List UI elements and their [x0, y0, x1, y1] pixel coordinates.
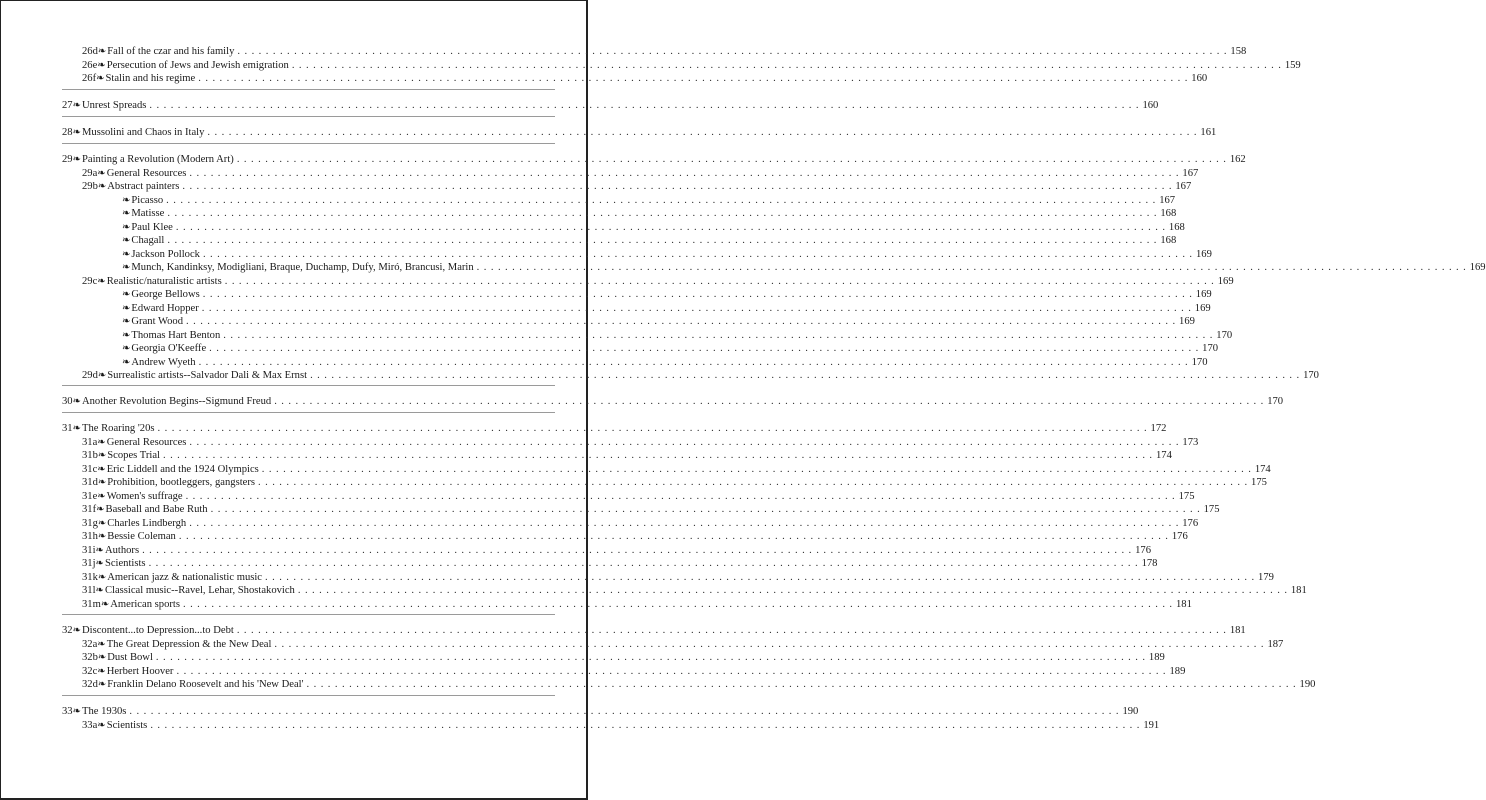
dot-leader: . . . . . . . . . . . . . . . . . . . . . . . . . . . . . . . . . . . . . . . . . . . . . . . . . . . . . . . . . . . . . . . . . . . . . . . . . . . . . . . . . . . . . . . . . . . . . . . . . . . . . . . . . . . . . . . . . . . . . . . . . . . . . . . . . . . . . . . . . . . . [261, 463, 1252, 475]
entry-title: Grant Wood [131, 316, 184, 327]
entry-title: Unrest Spreads [81, 100, 147, 111]
fleuron-icon: ❧ [122, 302, 131, 314]
entry-code: 26d [82, 46, 98, 57]
toc-section [62, 98, 1159, 118]
toc-section [62, 394, 1284, 414]
toc-section [62, 704, 1160, 737]
entry-page-number: 189 [1169, 665, 1186, 677]
dot-leader: . . . . . . . . . . . . . . . . . . . . . . . . . . . . . . . . . . . . . . . . . . . . . . . . . . . . . . . . . . . . . . . . . . . . . . . . . . . . . . . . . . . . . . . . . . . . . . . . . . . . . . . . . . . . . . . . . . . . . . . . . . . . . . . . . . . . . . . . . . . . [210, 504, 1201, 515]
entry-title: Eric Liddell and the 1924 Olympics [106, 463, 259, 475]
fleuron-icon: ❧ [95, 585, 104, 596]
entry-title: Bessie Coleman [107, 531, 176, 542]
dot-leader: . . . . . . . . . . . . . . . . . . . . . . . . . . . . . . . . . . . . . . . . . . . . . . . . . . . . . . . . . . . . . . . . . . . . . . . . . . . . . . . . . . . . . . . . . . . . . . . . . . . . . . . . . . . . . . . . . . . . . . . . . . . . . . . . . . . . . . . . . . . . [149, 100, 1140, 111]
entry-code: 29 [62, 154, 73, 165]
entry-code: 31m [82, 598, 101, 610]
entry-code: 32a [82, 638, 98, 650]
dot-leader: . . . . . . . . . . . . . . . . . . . . . . . . . . . . . . . . . . . . . . . . . . . . . . . . . . . . . . . . . . . . . . . . . . . . . . . . . . . . . . . . . . . . . . . . . . . . . . . . . . . . . . . . . . . . . . . . . . . . . . . . . . . . . . . . . . . . . . . . . . . . [201, 302, 1192, 314]
entry-page-number: 169 [1217, 275, 1234, 287]
entry-page-number: 168 [1160, 208, 1177, 219]
dot-leader: . . . . . . . . . . . . . . . . . . . . . . . . . . . . . . . . . . . . . . . . . . . . . . . . . . . . . . . . . . . . . . . . . . . . . . . . . . . . . . . . . . . . . . . . . . . . . . . . . . . . . . . . . . . . . . . . . . . . . . . . . . . . . . . . . . . . . . . . . . . . [236, 154, 1227, 165]
entry-title: The Great Depression & the New Deal [106, 638, 272, 650]
dot-leader: . . . . . . . . . . . . . . . . . . . . . . . . . . . . . . . . . . . . . . . . . . . . . . . . . . . . . . . . . . . . . . . . . . . . . . . . . . . . . . . . . . . . . . . . . . . . . . . . . . . . . . . . . . . . . . . . . . . . . . . . . . . . . . . . . . . . . . . . . . . . [274, 638, 1265, 650]
entry-page-number: 191 [1143, 719, 1160, 731]
entry-code: 32d [82, 679, 98, 690]
dot-leader: . . . . . . . . . . . . . . . . . . . . . . . . . . . . . . . . . . . . . . . . . . . . . . . . . . . . . . . . . . . . . . . . . . . . . . . . . . . . . . . . . . . . . . . . . . . . . . . . . . . . . . . . . . . . . . . . . . . . . . . . . . . . . . . . . . . . . . . . . . . . [182, 598, 1173, 610]
entry-page-number: 189 [1148, 652, 1165, 663]
entry-title: Chagall [131, 235, 165, 246]
dot-leader: . . . . . . . . . . . . . . . . . . . . . . . . . . . . . . . . . . . . . . . . . . . . . . . . . . . . . . . . . . . . . . . . . . . . . . . . . . . . . . . . . . . . . . . . . . . . . . . . . . . . . . . . . . . . . . . . . . . . . . . . . . . . . . . . . . . . . . . . . . . . [209, 343, 1200, 354]
dot-leader: . . . . . . . . . . . . . . . . . . . . . . . . . . . . . . . . . . . . . . . . . . . . . . . . . . . . . . . . . . . . . . . . . . . . . . . . . . . . . . . . . . . . . . . . . . . . . . . . . . . . . . . . . . . . . . . . . . . . . . . . . . . . . . . . . . . . . . . . . . . . [476, 262, 1467, 273]
entry-title: Scopes Trial [107, 450, 160, 461]
fleuron-icon: ❧ [72, 127, 81, 138]
dot-leader: . . . . . . . . . . . . . . . . . . . . . . . . . . . . . . . . . . . . . . . . . . . . . . . . . . . . . . . . . . . . . . . . . . . . . . . . . . . . . . . . . . . . . . . . . . . . . . . . . . . . . . . . . . . . . . . . . . . . . . . . . . . . . . . . . . . . . . . . . . . . [186, 316, 1177, 327]
fleuron-icon: ❧ [72, 625, 81, 636]
fleuron-icon: ❧ [97, 463, 106, 475]
entry-title: Discontent...to Depression...to Debt [81, 625, 234, 636]
fleuron-icon: ❧ [122, 221, 131, 233]
dot-leader: . . . . . . . . . . . . . . . . . . . . . . . . . . . . . . . . . . . . . . . . . . . . . . . . . . . . . . . . . . . . . . . . . . . . . . . . . . . . . . . . . . . . . . . . . . . . . . . . . . . . . . . . . . . . . . . . . . . . . . . . . . . . . . . . . . . . . . . . . . . . [162, 450, 1153, 461]
fleuron-icon: ❧ [122, 235, 131, 246]
entry-code: 31l [82, 585, 96, 596]
fleuron-icon: ❧ [97, 719, 106, 731]
entry-code: 26e [82, 59, 98, 71]
fleuron-icon: ❧ [97, 181, 107, 192]
entry-code: 31f [82, 504, 97, 515]
entry-title: Realistic/naturalistic artists [106, 275, 222, 287]
entry-code: 32c [82, 665, 98, 677]
entry-code: 26f [82, 73, 97, 84]
entry-page-number: 175 [1251, 477, 1267, 488]
entry-code: 31k [82, 571, 98, 583]
dot-leader: . . . . . . . . . . . . . . . . . . . . . . . . . . . . . . . . . . . . . . . . . . . . . . . . . . . . . . . . . . . . . . . . . . . . . . . . . . . . . . . . . . . . . . . . . . . . . . . . . . . . . . . . . . . . . . . . . . . . . . . . . . . . . . . . . . . . . . . . . . . . [166, 194, 1157, 206]
fleuron-icon: ❧ [97, 370, 107, 381]
entry-page-number: 167 [1159, 194, 1176, 206]
entry-code: 29a [82, 167, 98, 179]
entry-page-number: 181 [1229, 625, 1246, 636]
section-divider [62, 614, 555, 615]
fleuron-icon: ❧ [97, 477, 107, 488]
entry-page-number: 170 [1216, 329, 1233, 341]
dot-leader: . . . . . . . . . . . . . . . . . . . . . . . . . . . . . . . . . . . . . . . . . . . . . . . . . . . . . . . . . . . . . . . . . . . . . . . . . . . . . . . . . . . . . . . . . . . . . . . . . . . . . . . . . . . . . . . . . . . . . . . . . . . . . . . . . . . . . . . . . . . . [155, 652, 1146, 663]
section-divider [62, 412, 555, 413]
dot-leader: . . . . . . . . . . . . . . . . . . . . . . . . . . . . . . . . . . . . . . . . . . . . . . . . . . . . . . . . . . . . . . . . . . . . . . . . . . . . . . . . . . . . . . . . . . . . . . . . . . . . . . . . . . . . . . . . . . . . . . . . . . . . . . . . . . . . . . . . . . . . [167, 235, 1158, 246]
entry-title: Women's suffrage [106, 490, 183, 502]
entry-page-number: 170 [1267, 396, 1284, 407]
entry-title: General Resources [106, 167, 187, 179]
entry-title: Picasso [131, 194, 164, 206]
entry-code: 32 [62, 625, 73, 636]
fleuron-icon: ❧ [97, 531, 107, 542]
toc-section [62, 44, 1301, 91]
entry-title: Classical music--Ravel, Lehar, Shostakovich [104, 585, 295, 596]
entry-title: Scientists [106, 719, 148, 731]
dot-leader: . . . . . . . . . . . . . . . . . . . . . . . . . . . . . . . . . . . . . . . . . . . . . . . . . . . . . . . . . . . . . . . . . . . . . . . . . . . . . . . . . . . . . . . . . . . . . . . . . . . . . . . . . . . . . . . . . . . . . . . . . . . . . . . . . . . . . . . . . . . . [310, 370, 1301, 381]
fleuron-icon: ❧ [97, 167, 106, 179]
entry-title: Herbert Hoover [106, 665, 174, 677]
entry-title: Matisse [131, 208, 165, 219]
dot-leader: . . . . . . . . . . . . . . . . . . . . . . . . . . . . . . . . . . . . . . . . . . . . . . . . . . . . . . . . . . . . . . . . . . . . . . . . . . . . . . . . . . . . . . . . . . . . . . . . . . . . . . . . . . . . . . . . . . . . . . . . . . . . . . . . . . . . . . . . . . . . [223, 329, 1214, 341]
entry-title: Persecution of Jews and Jewish emigration [106, 59, 289, 71]
entry-page-number: 175 [1178, 490, 1195, 502]
entry-page-number: 181 [1175, 598, 1192, 610]
fleuron-icon: ❧ [97, 571, 107, 583]
dot-leader: . . . . . . . . . . . . . . . . . . . . . . . . . . . . . . . . . . . . . . . . . . . . . . . . . . . . . . . . . . . . . . . . . . . . . . . . . . . . . . . . . . . . . . . . . . . . . . . . . . . . . . . . . . . . . . . . . . . . . . . . . . . . . . . . . . . . . . . . . . . . [202, 289, 1193, 300]
entry-title: George Bellows [131, 289, 200, 300]
entry-title: Paul Klee [131, 221, 173, 233]
entry-page-number: 178 [1141, 558, 1158, 569]
fleuron-icon: ❧ [97, 652, 107, 663]
entry-code: 31j [82, 558, 96, 569]
entry-code: 31i [82, 544, 96, 556]
entry-page-number: 170 [1191, 356, 1208, 368]
toc-entry[interactable] [62, 718, 1160, 733]
section-divider [62, 695, 555, 696]
entry-code: 29b [82, 181, 98, 192]
fleuron-icon: ❧ [122, 343, 131, 354]
entry-title: Painting a Revolution (Modern Art) [81, 154, 234, 165]
entry-title: Charles Lindbergh [107, 517, 187, 529]
entry-title: The 1930s [81, 706, 127, 717]
fleuron-icon: ❧ [97, 679, 107, 690]
fleuron-icon: ❧ [122, 194, 131, 206]
fleuron-icon: ❧ [122, 289, 131, 300]
entry-page-number: 169 [1194, 302, 1211, 314]
entry-page-number: 181 [1290, 585, 1307, 596]
entry-title: Dust Bowl [107, 652, 153, 663]
entry-page-number: 179 [1258, 571, 1274, 583]
entry-page-number: 174 [1155, 450, 1172, 461]
entry-code: 31g [82, 517, 98, 529]
fleuron-icon: ❧ [97, 638, 106, 650]
dot-leader: . . . . . . . . . . . . . . . . . . . . . . . . . . . . . . . . . . . . . . . . . . . . . . . . . . . . . . . . . . . . . . . . . . . . . . . . . . . . . . . . . . . . . . . . . . . . . . . . . . . . . . . . . . . . . . . . . . . . . . . . . . . . . . . . . . . . . . . . . . . . [178, 531, 1169, 542]
entry-title: Authors [104, 544, 140, 556]
entry-page-number: 168 [1160, 235, 1177, 246]
fleuron-icon: ❧ [72, 396, 81, 407]
entry-title: Another Revolution Begins--Sigmund Freud [81, 396, 272, 407]
fleuron-icon: ❧ [97, 59, 106, 71]
entry-page-number: 190 [1122, 706, 1139, 717]
fleuron-icon: ❧ [95, 558, 104, 569]
fleuron-icon: ❧ [122, 262, 131, 273]
toc-entry[interactable] [62, 597, 1192, 612]
dot-leader: . . . . . . . . . . . . . . . . . . . . . . . . . . . . . . . . . . . . . . . . . . . . . . . . . . . . . . . . . . . . . . . . . . . . . . . . . . . . . . . . . . . . . . . . . . . . . . . . . . . . . . . . . . . . . . . . . . . . . . . . . . . . . . . . . . . . . . . . . . . . [182, 181, 1173, 192]
entry-title: Munch, Kandinksy, Modigliani, Braque, Duchamp, Dufy, Miró, Brancusi, Marin [131, 262, 474, 273]
entry-page-number: 158 [1230, 46, 1247, 57]
entry-code: 31h [82, 531, 98, 542]
fleuron-icon: ❧ [97, 450, 107, 461]
fleuron-icon: ❧ [122, 208, 131, 219]
entry-page-number: 162 [1229, 154, 1246, 165]
toc-entry[interactable] [62, 394, 1284, 409]
entry-title: Jackson Pollock [131, 248, 200, 260]
fleuron-icon: ❧ [72, 154, 81, 165]
entry-title: General Resources [106, 436, 187, 448]
entry-title: The Roaring '20s [81, 423, 155, 434]
entry-page-number: 167 [1182, 167, 1199, 179]
fleuron-icon: ❧ [122, 356, 131, 368]
dot-leader: . . . . . . . . . . . . . . . . . . . . . . . . . . . . . . . . . . . . . . . . . . . . . . . . . . . . . . . . . . . . . . . . . . . . . . . . . . . . . . . . . . . . . . . . . . . . . . . . . . . . . . . . . . . . . . . . . . . . . . . . . . . . . . . . . . . . . . . . . . . . [306, 679, 1297, 690]
entry-title: Prohibition, bootleggers, gangsters [107, 477, 255, 488]
entry-page-number: 175 [1203, 504, 1220, 515]
dot-leader: . . . . . . . . . . . . . . . . . . . . . . . . . . . . . . . . . . . . . . . . . . . . . . . . . . . . . . . . . . . . . . . . . . . . . . . . . . . . . . . . . . . . . . . . . . . . . . . . . . . . . . . . . . . . . . . . . . . . . . . . . . . . . . . . . . . . . . . . . . . . [265, 571, 1256, 583]
dot-leader: . . . . . . . . . . . . . . . . . . . . . . . . . . . . . . . . . . . . . . . . . . . . . . . . . . . . . . . . . . . . . . . . . . . . . . . . . . . . . . . . . . . . . . . . . . . . . . . . . . . . . . . . . . . . . . . . . . . . . . . . . . . . . . . . . . . . . . . . . . . . [189, 436, 1180, 448]
fleuron-icon: ❧ [122, 316, 131, 327]
dot-leader: . . . . . . . . . . . . . . . . . . . . . . . . . . . . . . . . . . . . . . . . . . . . . . . . . . . . . . . . . . . . . . . . . . . . . . . . . . . . . . . . . . . . . . . . . . . . . . . . . . . . . . . . . . . . . . . . . . . . . . . . . . . . . . . . . . . . . . . . . . . . [297, 585, 1288, 596]
entry-code: 27 [62, 100, 73, 111]
section-divider [62, 89, 555, 90]
entry-page-number: 169 [1195, 248, 1212, 260]
entry-code: 30 [62, 396, 73, 407]
section-divider [62, 143, 555, 144]
toc-section [62, 421, 1307, 616]
dot-leader: . . . . . . . . . . . . . . . . . . . . . . . . . . . . . . . . . . . . . . . . . . . . . . . . . . . . . . . . . . . . . . . . . . . . . . . . . . . . . . . . . . . . . . . . . . . . . . . . . . . . . . . . . . . . . . . . . . . . . . . . . . . . . . . . . . . . . . . . . . . . [176, 665, 1167, 677]
entry-code: 31c [82, 463, 98, 475]
entry-code: 32b [82, 652, 98, 663]
dot-leader: . . . . . . . . . . . . . . . . . . . . . . . . . . . . . . . . . . . . . . . . . . . . . . . . . . . . . . . . . . . . . . . . . . . . . . . . . . . . . . . . . . . . . . . . . . . . . . . . . . . . . . . . . . . . . . . . . . . . . . . . . . . . . . . . . . . . . . . . . . . . [175, 221, 1166, 233]
entry-code: 31d [82, 477, 98, 488]
fleuron-icon: ❧ [100, 598, 110, 610]
fleuron-icon: ❧ [96, 73, 105, 84]
dot-leader: . . . . . . . . . . . . . . . . . . . . . . . . . . . . . . . . . . . . . . . . . . . . . . . . . . . . . . . . . . . . . . . . . . . . . . . . . . . . . . . . . . . . . . . . . . . . . . . . . . . . . . . . . . . . . . . . . . . . . . . . . . . . . . . . . . . . . . . . . . . . [258, 477, 1249, 488]
entry-page-number: 169 [1179, 316, 1195, 327]
entry-page-number: 161 [1200, 127, 1217, 138]
fleuron-icon: ❧ [97, 46, 107, 57]
toc-section [62, 125, 1217, 145]
dot-leader: . . . . . . . . . . . . . . . . . . . . . . . . . . . . . . . . . . . . . . . . . . . . . . . . . . . . . . . . . . . . . . . . . . . . . . . . . . . . . . . . . . . . . . . . . . . . . . . . . . . . . . . . . . . . . . . . . . . . . . . . . . . . . . . . . . . . . . . . . . . . [157, 423, 1148, 434]
toc-entry[interactable] [62, 125, 1217, 140]
dot-leader: . . . . . . . . . . . . . . . . . . . . . . . . . . . . . . . . . . . . . . . . . . . . . . . . . . . . . . . . . . . . . . . . . . . . . . . . . . . . . . . . . . . . . . . . . . . . . . . . . . . . . . . . . . . . . . . . . . . . . . . . . . . . . . . . . . . . . . . . . . . . [237, 46, 1228, 57]
fleuron-icon: ❧ [96, 504, 105, 515]
fleuron-icon: ❧ [97, 275, 106, 287]
entry-page-number: 170 [1303, 370, 1319, 381]
entry-page-number: 176 [1135, 544, 1151, 556]
entry-code: 31b [82, 450, 98, 461]
entry-page-number: 168 [1168, 221, 1185, 233]
entry-page-number: 167 [1175, 181, 1192, 192]
entry-page-number: 173 [1182, 436, 1199, 448]
dot-leader: . . . . . . . . . . . . . . . . . . . . . . . . . . . . . . . . . . . . . . . . . . . . . . . . . . . . . . . . . . . . . . . . . . . . . . . . . . . . . . . . . . . . . . . . . . . . . . . . . . . . . . . . . . . . . . . . . . . . . . . . . . . . . . . . . . . . . . . . . . . . [189, 517, 1180, 529]
fleuron-icon: ❧ [122, 248, 131, 260]
fleuron-icon: ❧ [97, 665, 106, 677]
entry-title: Baseball and Babe Ruth [105, 504, 208, 515]
entry-title: American sports [110, 598, 180, 610]
entry-page-number: 176 [1182, 517, 1199, 529]
entry-title: Scientists [104, 558, 146, 569]
entry-title: Edward Hopper [131, 302, 199, 314]
dot-leader: . . . . . . . . . . . . . . . . . . . . . . . . . . . . . . . . . . . . . . . . . . . . . . . . . . . . . . . . . . . . . . . . . . . . . . . . . . . . . . . . . . . . . . . . . . . . . . . . . . . . . . . . . . . . . . . . . . . . . . . . . . . . . . . . . . . . . . . . . . . . [202, 248, 1193, 260]
dot-leader: . . . . . . . . . . . . . . . . . . . . . . . . . . . . . . . . . . . . . . . . . . . . . . . . . . . . . . . . . . . . . . . . . . . . . . . . . . . . . . . . . . . . . . . . . . . . . . . . . . . . . . . . . . . . . . . . . . . . . . . . . . . . . . . . . . . . . . . . . . . . [198, 73, 1189, 84]
entry-code: 29d [82, 370, 98, 381]
dot-leader: . . . . . . . . . . . . . . . . . . . . . . . . . . . . . . . . . . . . . . . . . . . . . . . . . . . . . . . . . . . . . . . . . . . . . . . . . . . . . . . . . . . . . . . . . . . . . . . . . . . . . . . . . . . . . . . . . . . . . . . . . . . . . . . . . . . . . . . . . . . . [198, 356, 1189, 368]
entry-code: 29c [82, 275, 98, 287]
toc-section [62, 152, 1486, 388]
entry-page-number: 174 [1254, 463, 1271, 475]
dot-leader: . . . . . . . . . . . . . . . . . . . . . . . . . . . . . . . . . . . . . . . . . . . . . . . . . . . . . . . . . . . . . . . . . . . . . . . . . . . . . . . . . . . . . . . . . . . . . . . . . . . . . . . . . . . . . . . . . . . . . . . . . . . . . . . . . . . . . . . . . . . . [291, 59, 1282, 71]
entry-page-number: 190 [1299, 679, 1316, 690]
entry-page-number: 160 [1142, 100, 1159, 111]
entry-code: 33a [82, 719, 98, 731]
dot-leader: . . . . . . . . . . . . . . . . . . . . . . . . . . . . . . . . . . . . . . . . . . . . . . . . . . . . . . . . . . . . . . . . . . . . . . . . . . . . . . . . . . . . . . . . . . . . . . . . . . . . . . . . . . . . . . . . . . . . . . . . . . . . . . . . . . . . . . . . . . . . [236, 625, 1227, 636]
entry-title: Surrealistic artists--Salvador Dali & Max Ernst [107, 370, 308, 381]
dot-leader: . . . . . . . . . . . . . . . . . . . . . . . . . . . . . . . . . . . . . . . . . . . . . . . . . . . . . . . . . . . . . . . . . . . . . . . . . . . . . . . . . . . . . . . . . . . . . . . . . . . . . . . . . . . . . . . . . . . . . . . . . . . . . . . . . . . . . . . . . . . . [142, 544, 1133, 556]
entry-title: Stalin and his regime [105, 73, 196, 84]
dot-leader: . . . . . . . . . . . . . . . . . . . . . . . . . . . . . . . . . . . . . . . . . . . . . . . . . . . . . . . . . . . . . . . . . . . . . . . . . . . . . . . . . . . . . . . . . . . . . . . . . . . . . . . . . . . . . . . . . . . . . . . . . . . . . . . . . . . . . . . . . . . . [129, 706, 1120, 717]
entry-code: 31e [82, 490, 98, 502]
fleuron-icon: ❧ [97, 490, 106, 502]
toc-entry[interactable] [62, 677, 1316, 692]
entry-title: Fall of the czar and his family [107, 46, 235, 57]
section-divider [62, 116, 555, 117]
entry-page-number: 170 [1202, 343, 1219, 354]
entry-code: 28 [62, 127, 73, 138]
dot-leader: . . . . . . . . . . . . . . . . . . . . . . . . . . . . . . . . . . . . . . . . . . . . . . . . . . . . . . . . . . . . . . . . . . . . . . . . . . . . . . . . . . . . . . . . . . . . . . . . . . . . . . . . . . . . . . . . . . . . . . . . . . . . . . . . . . . . . . . . . . . . [148, 558, 1139, 569]
toc-entry[interactable] [62, 98, 1159, 113]
section-divider [62, 385, 555, 386]
entry-title: Franklin Delano Roosevelt and his 'New Deal' [107, 679, 304, 690]
entry-page-number: 159 [1284, 59, 1301, 71]
toc-entry[interactable] [62, 71, 1208, 86]
entry-title: Georgia O'Keeffe [131, 343, 207, 354]
entry-title: Andrew Wyeth [131, 356, 196, 368]
entry-page-number: 160 [1191, 73, 1208, 84]
entry-page-number: 169 [1195, 289, 1212, 300]
entry-code: 33 [62, 706, 73, 717]
entry-title: American jazz & nationalistic music [107, 571, 263, 583]
dot-leader: . . . . . . . . . . . . . . . . . . . . . . . . . . . . . . . . . . . . . . . . . . . . . . . . . . . . . . . . . . . . . . . . . . . . . . . . . . . . . . . . . . . . . . . . . . . . . . . . . . . . . . . . . . . . . . . . . . . . . . . . . . . . . . . . . . . . . . . . . . . . [150, 719, 1141, 731]
entry-title: Abstract painters [107, 181, 180, 192]
entry-code: 31 [62, 423, 73, 434]
fleuron-icon: ❧ [72, 706, 81, 717]
dot-leader: . . . . . . . . . . . . . . . . . . . . . . . . . . . . . . . . . . . . . . . . . . . . . . . . . . . . . . . . . . . . . . . . . . . . . . . . . . . . . . . . . . . . . . . . . . . . . . . . . . . . . . . . . . . . . . . . . . . . . . . . . . . . . . . . . . . . . . . . . . . . [189, 167, 1180, 179]
dot-leader: . . . . . . . . . . . . . . . . . . . . . . . . . . . . . . . . . . . . . . . . . . . . . . . . . . . . . . . . . . . . . . . . . . . . . . . . . . . . . . . . . . . . . . . . . . . . . . . . . . . . . . . . . . . . . . . . . . . . . . . . . . . . . . . . . . . . . . . . . . . . [224, 275, 1215, 287]
dot-leader: . . . . . . . . . . . . . . . . . . . . . . . . . . . . . . . . . . . . . . . . . . . . . . . . . . . . . . . . . . . . . . . . . . . . . . . . . . . . . . . . . . . . . . . . . . . . . . . . . . . . . . . . . . . . . . . . . . . . . . . . . . . . . . . . . . . . . . . . . . . . [274, 396, 1265, 407]
fleuron-icon: ❧ [72, 100, 81, 111]
toc-section [62, 623, 1316, 697]
toc-entry[interactable] [62, 368, 1319, 383]
fleuron-icon: ❧ [97, 436, 106, 448]
fleuron-icon: ❧ [122, 329, 131, 341]
fleuron-icon: ❧ [97, 517, 107, 529]
entry-page-number: 172 [1150, 423, 1167, 434]
fleuron-icon: ❧ [72, 423, 81, 434]
dot-leader: . . . . . . . . . . . . . . . . . . . . . . . . . . . . . . . . . . . . . . . . . . . . . . . . . . . . . . . . . . . . . . . . . . . . . . . . . . . . . . . . . . . . . . . . . . . . . . . . . . . . . . . . . . . . . . . . . . . . . . . . . . . . . . . . . . . . . . . . . . . . [185, 490, 1176, 502]
entry-code: 31a [82, 436, 98, 448]
dot-leader: . . . . . . . . . . . . . . . . . . . . . . . . . . . . . . . . . . . . . . . . . . . . . . . . . . . . . . . . . . . . . . . . . . . . . . . . . . . . . . . . . . . . . . . . . . . . . . . . . . . . . . . . . . . . . . . . . . . . . . . . . . . . . . . . . . . . . . . . . . . . [207, 127, 1198, 138]
entry-page-number: 187 [1267, 638, 1284, 650]
dot-leader: . . . . . . . . . . . . . . . . . . . . . . . . . . . . . . . . . . . . . . . . . . . . . . . . . . . . . . . . . . . . . . . . . . . . . . . . . . . . . . . . . . . . . . . . . . . . . . . . . . . . . . . . . . . . . . . . . . . . . . . . . . . . . . . . . . . . . . . . . . . . [167, 208, 1158, 219]
entry-page-number: 169 [1469, 262, 1486, 273]
fleuron-icon: ❧ [95, 544, 104, 556]
entry-page-number: 176 [1171, 531, 1188, 542]
entry-title: Mussolini and Chaos in Italy [81, 127, 205, 138]
entry-title: Thomas Hart Benton [131, 329, 221, 341]
